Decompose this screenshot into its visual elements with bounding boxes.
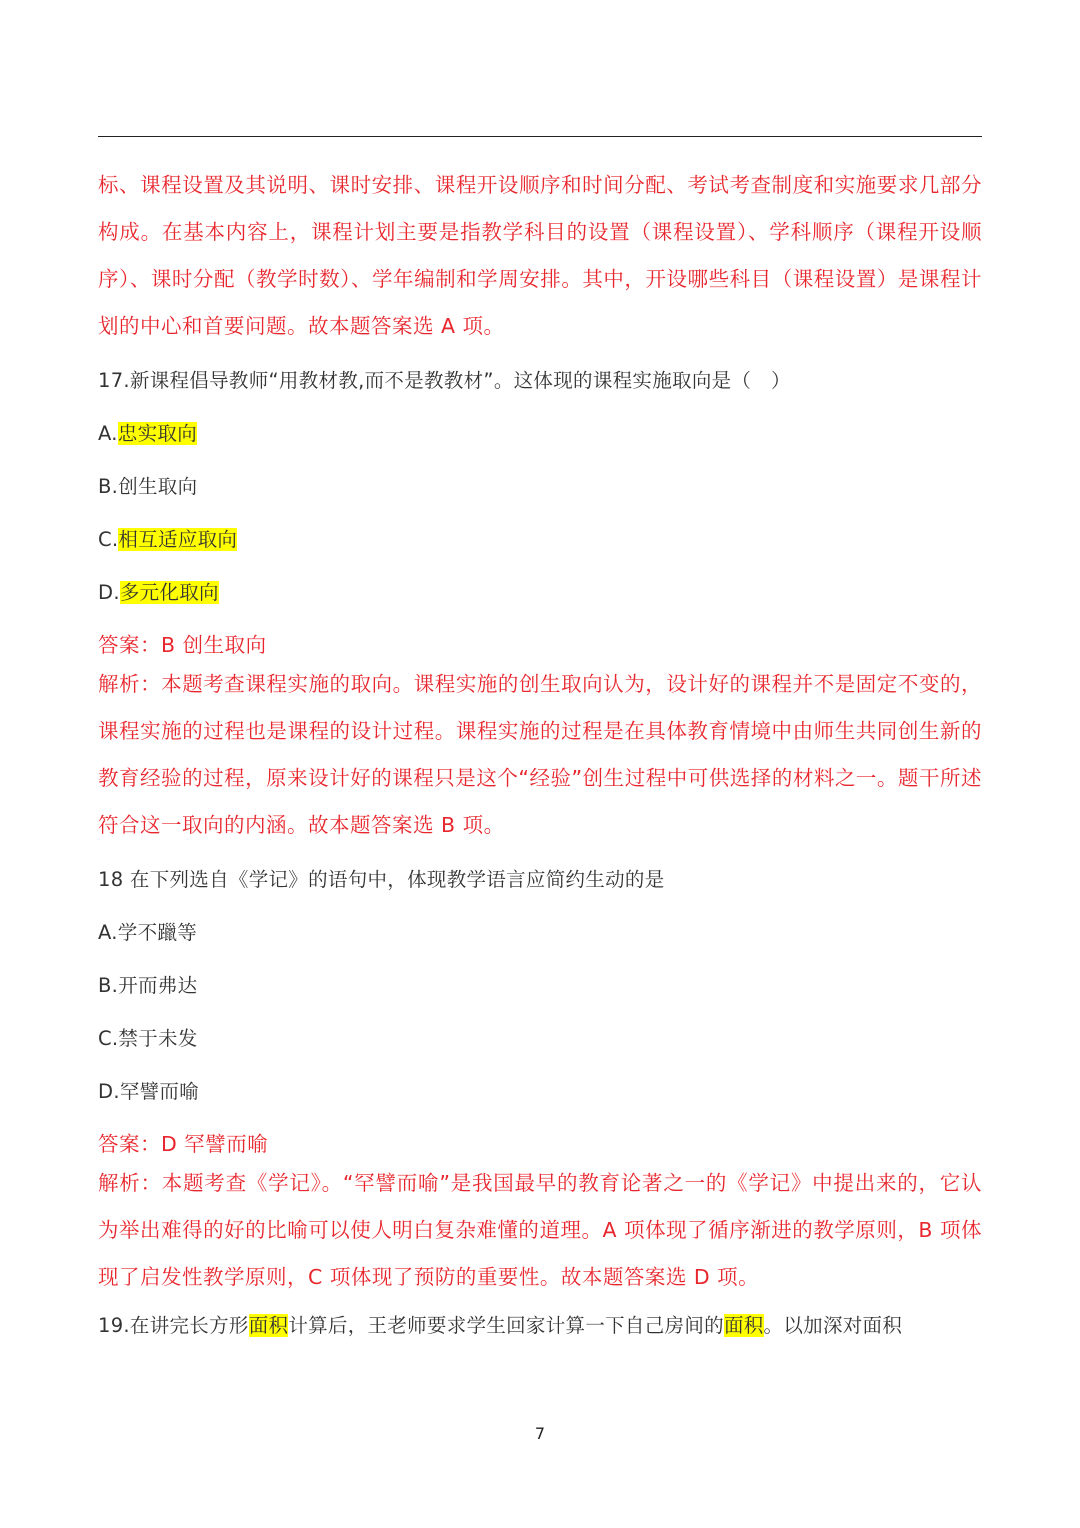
option-text: 创生取向 (118, 475, 198, 498)
q19-text: 计算后，王老师要求学生回家计算一下自己房间的 (288, 1314, 724, 1337)
q19-highlight: 面积 (723, 1314, 764, 1337)
option-letter: B. (98, 475, 119, 498)
option-letter: A. (98, 921, 118, 944)
option-text: 禁于未发 (118, 1027, 198, 1050)
q17-option-b (98, 472, 982, 502)
q18-stem: 18 在下列选自《学记》的语句中，体现教学语言应简约生动的是 (98, 868, 665, 891)
option-letter: D. (98, 1080, 120, 1103)
q17-explanation: 解析：本题考查课程实施的取向。课程实施的创生取向认为，设计好的课程并不是固定不变的，课程实施的过程也是课程的设计过程。课程实施的过程是在具体教育情境中由师生共同创生新的教育经验的过程，原来设计好的课程只是这个“经验”创生过程中可供选择的材料之一。题干所述符合这一取向的内涵。故本题答案选 B 项。 (98, 672, 982, 837)
q19-text: 19.在讲完长方形 (98, 1314, 249, 1337)
q19-text: 。以加深对面积 (763, 1314, 903, 1337)
q17-answer: 答案：B 创生取向 (98, 633, 267, 657)
header-rule (98, 136, 982, 137)
q18-option-d (98, 1077, 982, 1107)
q19-highlight: 面积 (248, 1314, 289, 1337)
q17-option-a (98, 419, 982, 449)
q19-stem (98, 1311, 982, 1341)
question-18 (98, 865, 982, 1301)
option-text: 学不躐等 (117, 921, 197, 944)
page-content (98, 162, 982, 1341)
option-text-highlighted: 相互适应取向 (118, 528, 238, 551)
option-text: 罕譬而喻 (119, 1080, 200, 1103)
option-letter: D. (98, 581, 120, 604)
option-letter: C. (98, 528, 119, 551)
option-text-highlighted: 多元化取向 (119, 581, 219, 604)
option-letter: A. (98, 422, 118, 445)
q16-explanation-continued: 标、课程设置及其说明、课时安排、课程开设顺序和时间分配、考试考查制度和实施要求几部分构成。在基本内容上，课程计划主要是指教学科目的设置（课程设置）、学科顺序（课程开设顺序）、课时分配（教学时数）、学年编制和学周安排。其中，开设哪些科目（课程设置）是课程计划的中心和首要问题。故本题答案选 A 项。 (98, 173, 982, 338)
q18-option-a (98, 918, 982, 948)
q18-answer: 答案：D 罕譬而喻 (98, 1132, 269, 1156)
option-letter: C. (98, 1027, 119, 1050)
q18-option-b (98, 971, 982, 1001)
q17-option-c (98, 525, 982, 555)
question-17 (98, 366, 982, 849)
q18-option-c (98, 1024, 982, 1054)
option-text-highlighted: 忠实取向 (117, 422, 197, 445)
option-text: 开而弗达 (118, 974, 198, 997)
page-number: 7 (534, 1424, 546, 1443)
q18-explanation: 解析：本题考查《学记》。“罕譬而喻”是我国最早的教育论著之一的《学记》中提出来的，它认为举出难得的好的比喻可以使人明白复杂难懂的道理。A 项体现了循序渐进的教学原则，B 项体现了启发性教学原则，C 项体现了预防的重要性。故本题答案选 D 项。 (98, 1171, 982, 1289)
q17-option-d (98, 578, 982, 608)
option-letter: B. (98, 974, 119, 997)
q17-stem: 17.新课程倡导教师“用教材教,而不是教教材”。这体现的课程实施取向是（ ） (98, 369, 791, 392)
